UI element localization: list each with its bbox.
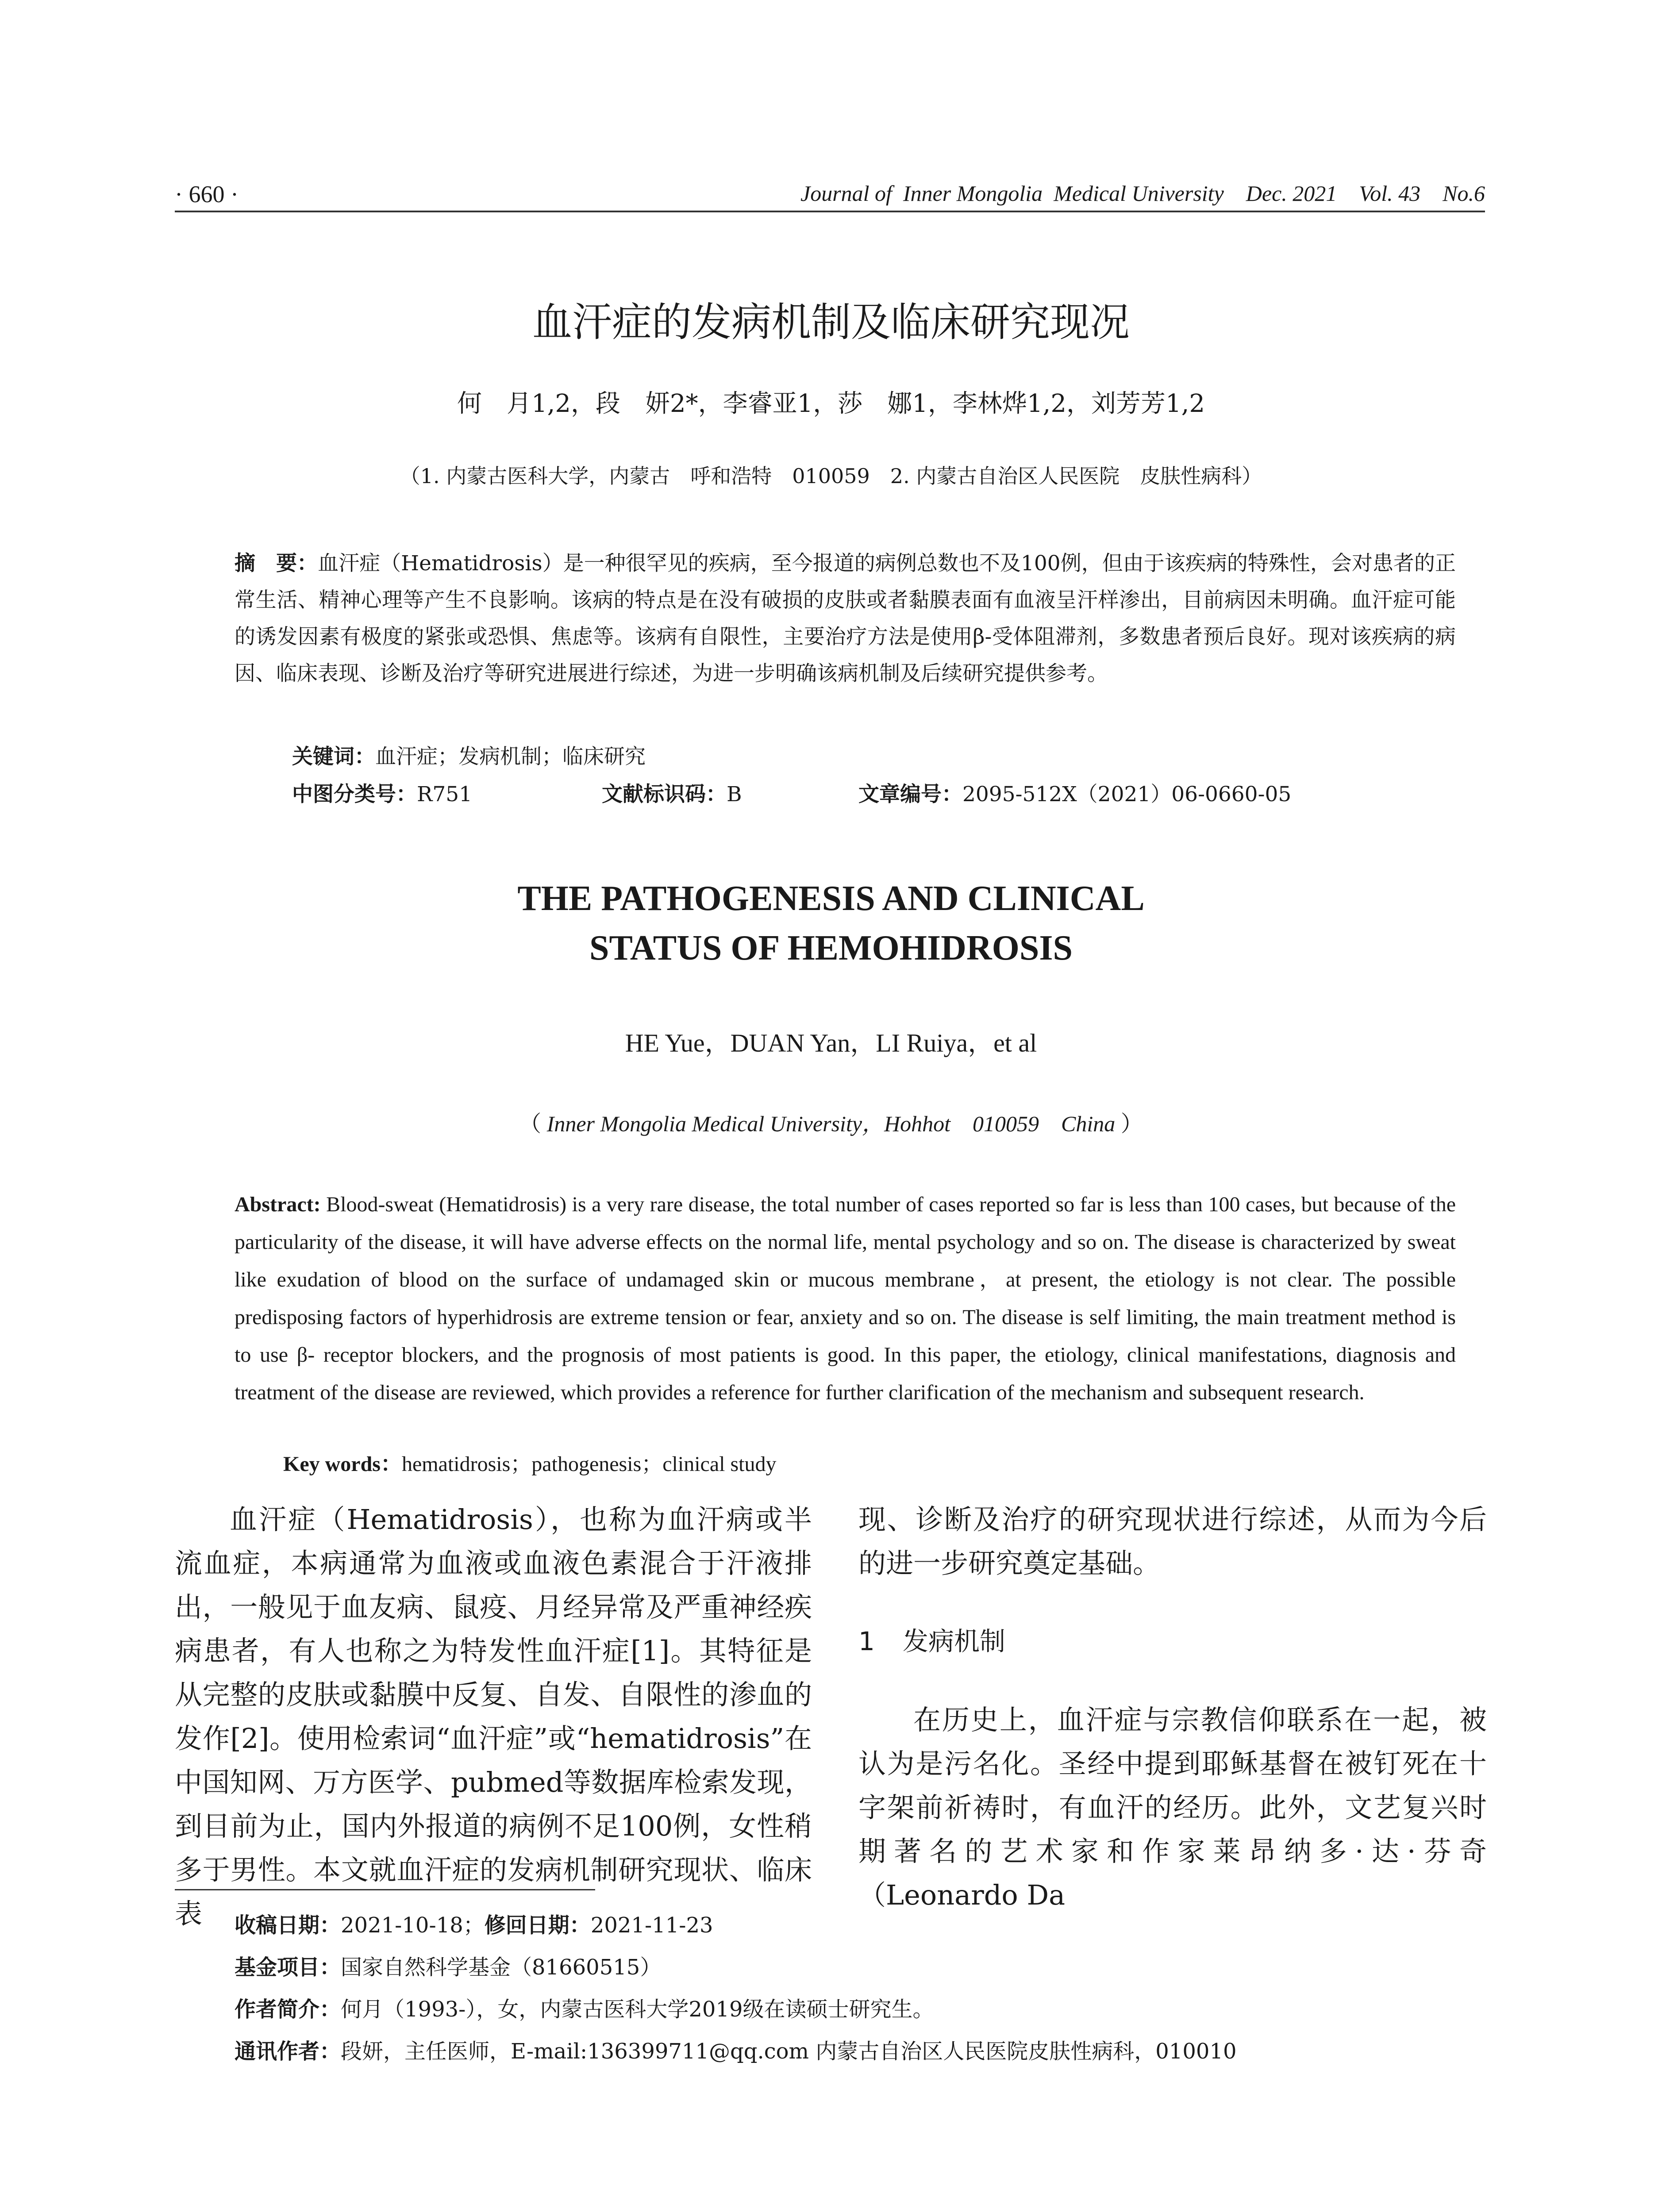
- received-label: 收稿日期：: [235, 1913, 341, 1938]
- author-value: 何月（1993-），女，内蒙古医科大学2019级在读硕士研究生。: [341, 1997, 934, 2022]
- abstract-cn-text: 血汗症（Hematidrosis）是一种很罕见的疾病，至今报道的病例总数也不及100例，但由于该疾病的特殊性，会对患者的正常生活、精神心理等产生不良影响。该病的特点是在没有破损的皮肤或者黏膜表面有血液呈汗样渗出，目前病因未明确。血汗症可能的诱发因素有极度的紧张或恐惧、焦虑等。该病有自限性，主要治疗方法是使用β-受体阻滞剂，多数患者预后良好。现对该疾病的病因、临床表现、诊断及治疗等研究进展进行综述，为进一步明确该病机制及后续研究提供参考。: [235, 551, 1456, 686]
- article-title-en: [0, 874, 1662, 973]
- footnotes: [235, 1905, 1237, 2073]
- affiliation-en-text: Inner Mongolia Medical University，Hohhot 010059 China: [546, 1111, 1116, 1136]
- doc-code-value: B: [727, 782, 742, 806]
- section-number: 1: [858, 1626, 875, 1656]
- footnote-correspondence: [235, 2031, 1237, 2073]
- revised-label: 修回日期：: [484, 1913, 591, 1938]
- revised-value: 2021-11-23: [590, 1913, 713, 1938]
- clc-value: R751: [417, 782, 473, 806]
- footnote-author: [235, 1989, 1237, 2031]
- fund-value: 国家自然科学基金（81660515）: [341, 1955, 662, 1980]
- received-value: 2021-10-18；: [341, 1913, 485, 1938]
- article-no-value: 2095-512X（2021）06-0660-05: [962, 782, 1292, 806]
- abstract-en: [235, 1186, 1456, 1411]
- footnote-rule: [175, 1889, 595, 1890]
- abstract-cn-label: 摘 要：: [235, 551, 318, 576]
- clc-code: [292, 778, 472, 807]
- clc-label: 中图分类号：: [292, 782, 417, 806]
- body-left-column: [175, 1498, 812, 1936]
- page-number: · 660 ·: [175, 181, 239, 207]
- corr-label: 通讯作者：: [235, 2039, 341, 2064]
- header-rule: [175, 211, 1485, 212]
- authors-en: HE Yue，DUAN Yan，LI Ruiya，et al: [625, 1029, 1037, 1057]
- authors-cn: 何 月1,2，段 妍2*，李睿亚1，莎 娜1，李林烨1,2，刘芳芳1,2: [457, 389, 1205, 418]
- intro-continuation: 现、诊断及治疗的研究现状进行综述，从而为今后的进一步研究奠定基础。: [858, 1503, 1487, 1579]
- keywords-en: [283, 1447, 777, 1477]
- abstract-cn: [235, 545, 1456, 692]
- abstract-en-label: Abstract:: [235, 1193, 321, 1216]
- classification-row: [292, 778, 1487, 809]
- section-1-paragraph: 在历史上，血汗症与宗教信仰联系在一起，被认为是污名化。圣经中提到耶稣基督在被钉死在十字架前祈祷时，有血汗的经历。此外，文艺复兴时期著名的艺术家和作家莱昂纳多·达·芬奇（Leonardo Da: [858, 1704, 1487, 1911]
- abstract-en-text: Blood-sweat (Hematidrosis) is a very rare disease, the total number of cases reported so far is less than 100 cases, but because of the particularity of the disease, it will have adverse effects on the normal life, mental psychology and so on. The disease is characterized by sweat like exudation of blood on the surface of undamaged skin or mucous membrane，at present, the etiology is not clear. The possible predisposing factors of hyperhidrosis are extreme tension or fear, anxiety and so on. The disease is self limiting, the main treatment method is to use β- receptor blockers, and the prognosis of most patients is good. In this paper, the etiology, clinical manifestations, diagnosis and treatment of the disease are reviewed, which provides a reference for further clarification of the mechanism and subsequent research.: [235, 1193, 1456, 1404]
- affiliation-cn: （1. 内蒙古医科大学，内蒙古 呼和浩特 010059 2. 内蒙古自治区人民医院 皮肤性病科）: [400, 464, 1262, 488]
- footnote-dates: [235, 1905, 1237, 1947]
- body-right-column: [858, 1498, 1487, 1917]
- article-number: [858, 778, 1291, 807]
- keywords-cn-text: 血汗症；发病机制；临床研究: [375, 745, 646, 769]
- fund-label: 基金项目：: [235, 1955, 341, 1980]
- footnote-fund: [235, 1947, 1237, 1989]
- article-title-cn: 血汗症的发病机制及临床研究现况: [532, 299, 1130, 346]
- keywords-en-text: hematidrosis；pathogenesis；clinical study: [402, 1452, 777, 1476]
- section-title: 发病机制: [903, 1626, 1006, 1656]
- journal-header: Journal of Inner Mongolia Medical University Dec. 2021 Vol. 43 No.6: [800, 181, 1485, 206]
- keywords-en-label: Key words：: [283, 1452, 402, 1476]
- section-heading-1: [858, 1620, 1487, 1663]
- document-code: [602, 778, 742, 807]
- intro-paragraph: 血汗症（Hematidrosis），也称为血汗病或半流血症，本病通常为血液或血液色素混合于汗液排出，一般见于血友病、鼠疫、月经异常及严重神经疾病患者，有人也称之为特发性血汗症[1]。其特征是从完整的皮肤或黏膜中反复、自发、自限性的渗血的发作[2]。使用检索词“血汗症”或“hematidrosis”在中国知网、万方医学、pubmed等数据库检索发现，到目前为止，国内外报道的病例不足100例，女性稍多于男性。本文就血汗症的发病机制研究现状、临床表: [175, 1503, 812, 1930]
- title-en-line-2: STATUS OF HEMOHIDROSIS: [589, 929, 1073, 968]
- keywords-cn: [292, 740, 646, 770]
- corr-value: 段妍，主任医师，E-mail:136399711@qq.com 内蒙古自治区人民医院皮肤性病科，010010: [341, 2039, 1237, 2064]
- keywords-cn-label: 关键词：: [292, 745, 375, 769]
- title-en-line-1: THE PATHOGENESIS AND CLINICAL: [517, 879, 1145, 918]
- affiliation-en: （ Inner Mongolia Medical University，Hohhot 010059 China ）: [519, 1111, 1143, 1136]
- article-no-label: 文章编号：: [858, 782, 962, 806]
- author-label: 作者简介：: [235, 1997, 341, 2022]
- doc-code-label: 文献标识码：: [602, 782, 727, 806]
